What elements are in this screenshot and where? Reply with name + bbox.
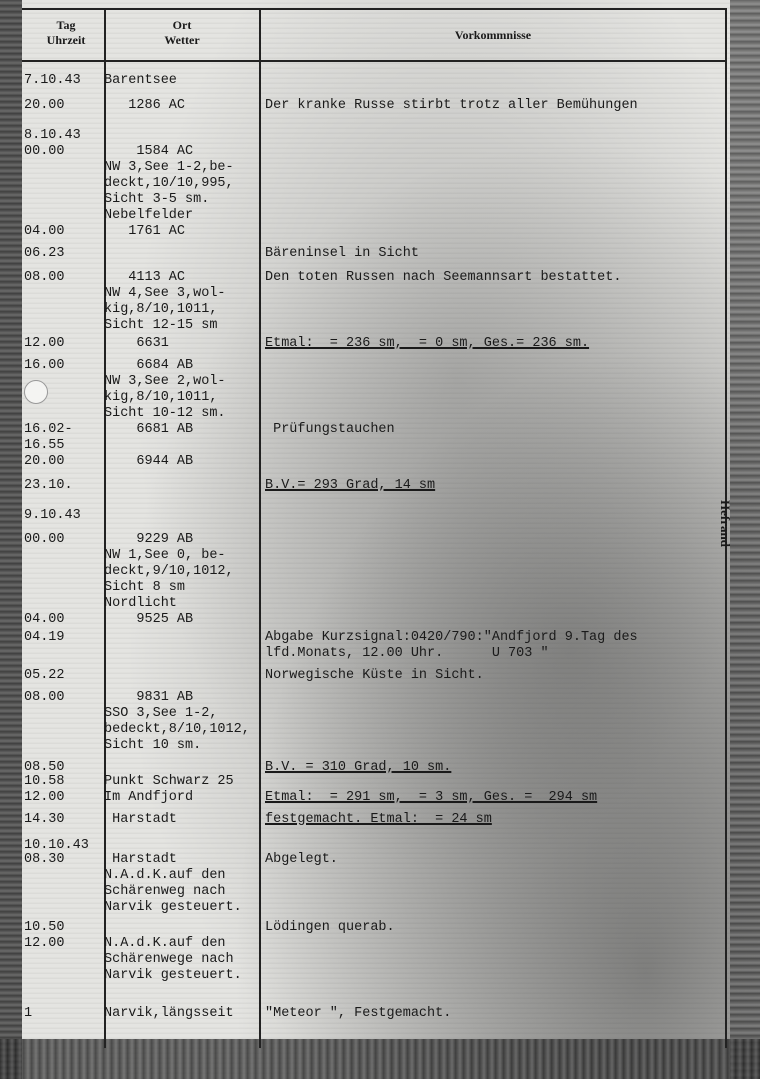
log-place-weather: N.A.d.K.auf den [104, 868, 226, 883]
log-place-weather: 9229 AB [104, 532, 194, 547]
log-date: 9.10.43 [24, 508, 81, 523]
log-place-weather: Schärenwege nach [104, 952, 234, 967]
log-place-weather: Sicht 12-15 sm [104, 318, 218, 333]
log-event: Prüfungstauchen [265, 422, 395, 437]
log-date: 8.10.43 [24, 128, 81, 143]
log-place-weather: NW 4,See 3,wol- [104, 286, 226, 301]
log-event: Lödingen querab. [265, 920, 395, 935]
punch-hole [24, 380, 48, 404]
header-place-weather [106, 18, 258, 48]
log-place-weather: Nordlicht [104, 596, 177, 611]
log-event: Abgelegt. [265, 852, 338, 867]
log-place-weather: 6684 AB [104, 358, 194, 373]
header-bottom-rule [22, 60, 727, 62]
log-place-weather: 1286 AC [104, 98, 186, 113]
log-place-weather: 6944 AB [104, 454, 194, 469]
log-date: 08.00 [24, 690, 65, 705]
scan-edge-right [730, 0, 760, 1079]
log-event: "Meteor ", Festgemacht. [265, 1006, 452, 1021]
log-place-weather: Sicht 3-5 sm. [104, 192, 210, 207]
header-uhrzeit: Uhrzeit [46, 33, 86, 47]
log-event: B.V. = 310 Grad, 10 sm. [265, 760, 452, 775]
log-place-weather: 6631 [104, 336, 169, 351]
log-event: festgemacht. Etmal: = 24 sm [265, 812, 492, 827]
log-event: Bäreninsel in Sicht [265, 246, 419, 261]
log-place-weather: Sicht 8 sm [104, 580, 186, 595]
header-tag: Tag [56, 18, 76, 32]
header-wetter: Wetter [164, 33, 200, 47]
log-place-weather: N.A.d.K.auf den [104, 936, 226, 951]
scan-edge-bottom [0, 1039, 760, 1079]
log-event: Abgabe Kurzsignal:0420/790:"Andfjord 9.Tag des [265, 630, 638, 645]
log-date: 10.50 [24, 920, 65, 935]
log-date: 20.00 [24, 454, 65, 469]
log-place-weather: Narvik gesteuert. [104, 900, 242, 915]
log-date: 04.19 [24, 630, 65, 645]
log-place-weather: NW 3,See 2,wol- [104, 374, 226, 389]
log-place-weather: Harstadt [104, 852, 177, 867]
log-date: 10.58 [24, 774, 65, 789]
log-date: 1 [24, 1006, 33, 1021]
log-date: 08.50 [24, 760, 65, 775]
log-place-weather: Sicht 10-12 sm. [104, 406, 226, 421]
log-place-weather: kig,8/10,1011, [104, 302, 218, 317]
log-date: 06.23 [24, 246, 65, 261]
log-date: 05.22 [24, 668, 65, 683]
header-ort: Ort [172, 18, 192, 32]
log-date: 7.10.43 [24, 73, 81, 88]
header-date-time [28, 18, 104, 48]
table-top-rule [22, 8, 727, 10]
log-place-weather: 9525 AB [104, 612, 194, 627]
log-place-weather: Narvik,längsseit [104, 1006, 234, 1021]
header-vorkommnisse: Vorkommnisse [454, 28, 532, 42]
log-date: 04.00 [24, 612, 65, 627]
log-place-weather: Im Andfjord [104, 790, 194, 805]
log-place-weather: 4113 AC [104, 270, 186, 285]
log-place-weather: NW 3,See 1-2,be- [104, 160, 234, 175]
log-event: Der kranke Russe stirbt trotz aller Bemühungen [265, 98, 638, 113]
column-rule-2 [259, 8, 261, 1048]
log-place-weather: Punkt Schwarz 25 [104, 774, 234, 789]
log-place-weather: Barentsee [104, 73, 177, 88]
log-date: 16.00 [24, 358, 65, 373]
log-event: Den toten Russen nach Seemannsart bestattet. [265, 270, 622, 285]
log-event: Etmal: = 236 sm, = 0 sm, Ges.= 236 sm. [265, 336, 590, 351]
log-date: 12.00 [24, 936, 65, 951]
log-event: lfd.Monats, 12.00 Uhr. U 703 " [265, 646, 549, 661]
log-date: 00.00 [24, 532, 65, 547]
log-place-weather: 1761 AC [104, 224, 186, 239]
log-date: 16.02- [24, 422, 73, 437]
log-place-weather: deckt,10/10,995, [104, 176, 234, 191]
log-place-weather: Sicht 10 sm. [104, 738, 202, 753]
log-date: 08.00 [24, 270, 65, 285]
log-date: 12.00 [24, 336, 65, 351]
log-place-weather: Narvik gesteuert. [104, 968, 242, 983]
log-place-weather: Nebelfelder [104, 208, 194, 223]
log-event: Etmal: = 291 sm, = 3 sm, Ges. = 294 sm [265, 790, 598, 805]
log-place-weather: bedeckt,8/10,1012, [104, 722, 250, 737]
log-date: 04.00 [24, 224, 65, 239]
log-date: 14.30 [24, 812, 65, 827]
log-place-weather: 6681 AB [104, 422, 194, 437]
log-place-weather: Schärenweg nach [104, 884, 226, 899]
log-place-weather: 9831 AB [104, 690, 194, 705]
log-place-weather: NW 1,See 0, be- [104, 548, 226, 563]
log-event: B.V.= 293 Grad, 14 sm [265, 478, 436, 493]
log-date: 12.00 [24, 790, 65, 805]
log-date: 16.55 [24, 438, 65, 453]
log-event: Norwegische Küste in Sicht. [265, 668, 484, 683]
log-place-weather: kig,8/10,1011, [104, 390, 218, 405]
log-place-weather: 1584 AC [104, 144, 194, 159]
log-place-weather: SSO 3,See 1-2, [104, 706, 218, 721]
side-label: Hefrand [718, 500, 733, 547]
log-date: 10.10.43 [24, 838, 89, 853]
log-date: 08.30 [24, 852, 65, 867]
log-date: 23.10. [24, 478, 73, 493]
log-place-weather: Harstadt [104, 812, 177, 827]
log-place-weather: deckt,9/10,1012, [104, 564, 234, 579]
log-date: 00.00 [24, 144, 65, 159]
scan-edge-left [0, 0, 22, 1079]
log-date: 20.00 [24, 98, 65, 113]
